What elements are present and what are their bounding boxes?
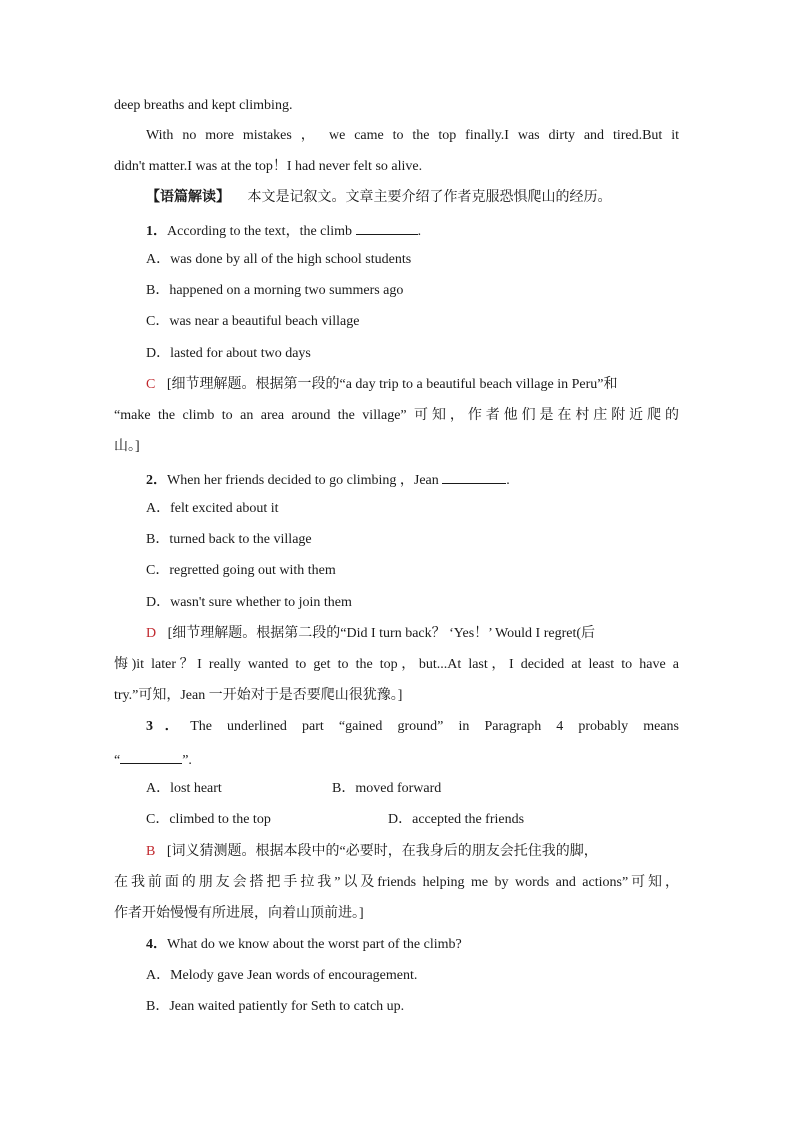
option-a: A．Melody gave Jean words of encouragement. bbox=[146, 968, 418, 983]
explanation-text: [词义猜测题。根据本段中的“必要时，在我身后的朋友会托住我的脚， bbox=[166, 844, 598, 859]
explanation-2-line-3: try.”可知，Jean 一开始对于是否要爬山很犹豫。] bbox=[114, 688, 403, 703]
intro-line-3: didn't matter.I was at the top！I had never felt so alive. bbox=[114, 159, 423, 174]
question-number: 4． bbox=[146, 937, 167, 952]
question-text: When her friends decided to go climbing ，Jean bbox=[167, 473, 443, 488]
question-1-stem bbox=[146, 220, 421, 241]
question-number: 2． bbox=[146, 473, 167, 488]
option-d: D．accepted the friends bbox=[388, 812, 525, 827]
option-b: B．happened on a morning two summers ago bbox=[146, 283, 404, 298]
question-text: According to the text，the climb bbox=[167, 224, 356, 239]
quote-close: ”. bbox=[182, 753, 192, 768]
explanation-1-line-2: “make the climb to an area around the village” 可知，作者他们是在村庄附近爬的 bbox=[114, 408, 679, 423]
answer-blank bbox=[120, 749, 182, 764]
option-b: B．Jean waited patiently for Seth to catch up. bbox=[146, 999, 405, 1014]
question-end: . bbox=[417, 224, 422, 239]
explanation-2-line-1 bbox=[146, 625, 595, 643]
option-d: D．lasted for about two days bbox=[146, 346, 311, 361]
question-number: 3． bbox=[146, 719, 191, 734]
question-text: The underlined part “gained ground” in Paragraph 4 probably means bbox=[190, 719, 679, 734]
option-a: A．was done by all of the high school students bbox=[146, 252, 412, 267]
analysis-label: 【语篇解读】 bbox=[146, 190, 230, 205]
question-number: 1． bbox=[146, 224, 167, 239]
intro-line-2: With no more mistakes ， we came to the top finally.I was dirty and tired.But it bbox=[146, 128, 679, 143]
explanation-3-line-1 bbox=[146, 843, 598, 861]
explanation-1-line-1 bbox=[146, 376, 617, 394]
answer-blank bbox=[442, 469, 506, 484]
question-end: . bbox=[506, 473, 510, 488]
question-4-stem bbox=[146, 936, 462, 954]
answer-letter: C bbox=[146, 377, 156, 392]
intro-line-1: deep breaths and kept climbing. bbox=[114, 98, 293, 113]
answer-letter: D bbox=[146, 626, 157, 641]
option-a: A．lost heart bbox=[146, 781, 222, 796]
option-b: B．moved forward bbox=[332, 781, 442, 796]
explanation-3-line-3: 作者开始慢慢有所进展，向着山顶前进。] bbox=[114, 906, 364, 921]
explanation-3-line-2: 在我前面的朋友会搭把手拉我”以及friends helping me by words and actions”可知， bbox=[114, 875, 679, 890]
analysis-text: 本文是记叙文。文章主要介绍了作者克服恐惧爬山的经历。 bbox=[247, 190, 612, 205]
option-c: C．was near a beautiful beach village bbox=[146, 314, 360, 329]
explanation-text: [细节理解题。根据第二段的“Did I turn back？ ‘Yes！’ Would I regret(后 bbox=[167, 626, 595, 641]
explanation-2-line-2: 悔)it later？I really wanted to get to the top，but...At last，I decided at least to have a bbox=[114, 657, 679, 672]
question-3-stem-line-2 bbox=[114, 749, 192, 770]
option-c: C．climbed to the top bbox=[146, 812, 271, 827]
explanation-text: [细节理解题。根据第一段的“a day trip to a beautiful beach village in Peru”和 bbox=[166, 377, 618, 392]
question-text: What do we know about the worst part of the climb? bbox=[167, 937, 462, 952]
question-3-stem bbox=[146, 718, 679, 736]
option-a: A．felt excited about it bbox=[146, 501, 279, 516]
option-c: C．regretted going out with them bbox=[146, 563, 336, 578]
analysis bbox=[146, 189, 612, 207]
explanation-1-line-3: 山。] bbox=[114, 439, 140, 454]
option-b: B．turned back to the village bbox=[146, 532, 312, 547]
question-2-stem bbox=[146, 469, 510, 490]
answer-letter: B bbox=[146, 844, 156, 859]
option-d: D．wasn't sure whether to join them bbox=[146, 595, 352, 610]
answer-blank bbox=[356, 220, 418, 235]
quote-open: “ bbox=[114, 753, 121, 768]
